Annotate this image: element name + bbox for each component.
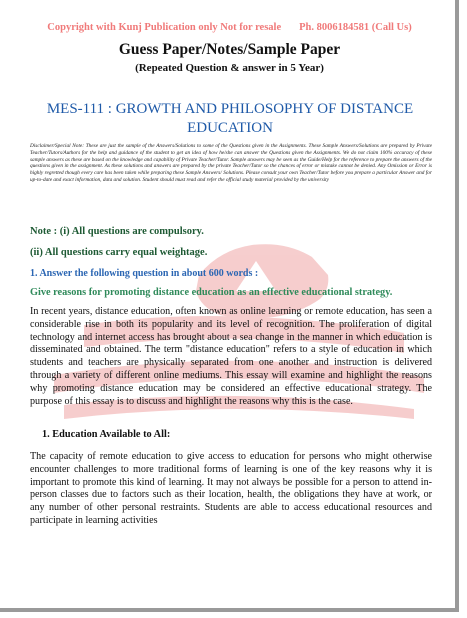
copyright-text: Copyright with Kunj Publication only Not for resale [47, 22, 282, 33]
document-title: Guess Paper/Notes/Sample Paper [118, 41, 341, 58]
disclaimer-note: Disclaimer/Special Note: These are just the sample of the Answers/Solutions to some of the Questions given in the Assignments. These Sample Answers/Solutions are prepared by Private Teacher/Tutors/Authors for the help and guidance of the student to get an idea of how he/she can answer the Questions given the Assignments. We do not claim 100% accuracy of these sample answers as these are based on the knowledge and capability of Private Teacher/Tutor. Sample answers may be seen as the Guide/Help for the reference to prepare the answers of the questions given in the assignment. As these solutions and answers are prepared by the private Teacher/Tutor so the chances of error or mistake cannot be denied. Any Omission or Error is highly regretted though every care has been taken while preparing these Sample Answers/ Solutions. Please consult your own Teacher/Tutor before you prepare a particular Answer and for up-to-date and exact information, data and solution. Student should must read and refer the official study material provided by the university [30, 143, 432, 183]
course-title: MES-111 : GROWTH AND PHILOSOPHY OF DISTANCE EDUCATION [46, 101, 414, 136]
question-heading: 1. Answer the following question in about 600 words : [30, 268, 259, 279]
section-heading-1: 1. Education Available to All: [42, 429, 171, 440]
question-prompt: Give reasons for promoting distance education as an effective educational strategy. [30, 287, 393, 298]
instruction-note-2: (ii) All questions carry equal weightage. [30, 247, 208, 258]
document-subtitle: (Repeated Question & answer in 5 Year) [135, 62, 324, 74]
contact-phone: Ph. 8006184581 (Call Us) [299, 22, 412, 33]
copyright-notice [0, 22, 459, 33]
answer-paragraph-intro: In recent years, distance education, often known as online learning or remote education, has seen a considerable rise in both its popularity and its level of recognition. The proliferation of digital technology and internet access has brought about a sea change in the manner in which education is disseminated and obtained. The term "distance education" refers to a style of education in which students and teachers are physically separated from one another and instruction is delivered through a variety of different online mediums. This essay will examine and highlight the reasons why promoting distance education may be considered an effective educational strategy. The purpose of this essay is to discuss and highlight the reasons why this is the case. [30, 306, 432, 407]
answer-paragraph-1: The capacity of remote education to give access to education for persons who might otherwise encounter challenges to more traditional forms of learning is one of the key reasons why it is important to promote this kind of learning. It may not always be possible for a person to attend in-person classes due to factors such as their location, health, the obligations they have at work, or any number of other personal restraints. Students are able to access educational resources and participate in learning activities [30, 451, 432, 526]
instruction-note-1: Note : (i) All questions are compulsory. [30, 226, 204, 237]
